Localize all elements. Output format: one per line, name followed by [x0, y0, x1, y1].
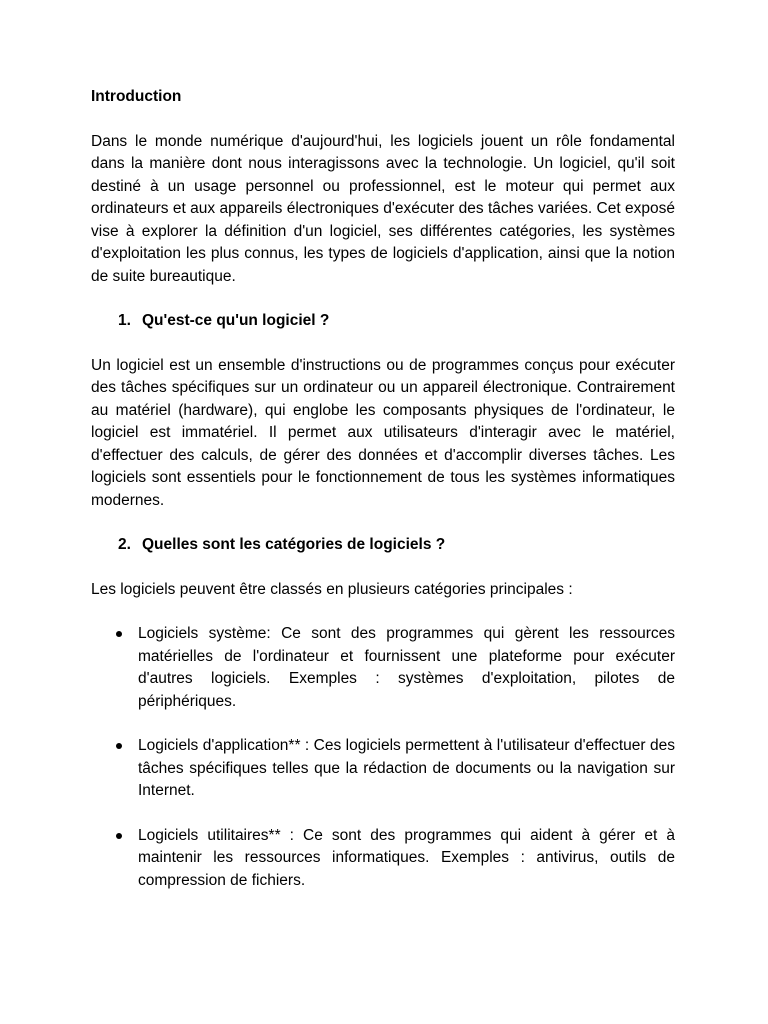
- bullet-icon: [91, 825, 138, 893]
- document-body: [91, 86, 675, 892]
- list-item-text: Logiciels d'application** : Ces logiciels permettent à l'utilisateur d'effectuer des tâches spécifiques telles que la rédaction de documents ou la navigation sur Internet.: [138, 737, 675, 799]
- list-item-text: Logiciels utilitaires** : Ce sont des programmes qui aident à gérer et à maintenir les ressources informatiques. Exemples : antivirus, outils de compression de fichiers.: [138, 826, 675, 889]
- list-item-text: Logiciels système: Ce sont des programmes qui gèrent les ressources matérielles de l'ordinateur et fournissent une plateforme pour exécuter d'autres logiciels. Exemples : systèmes d'exploitation, pilotes de périphériques.: [138, 625, 675, 710]
- section-2-number: 2.: [118, 536, 131, 553]
- section-1-paragraph: Un logiciel est un ensemble d'instructions ou de programmes conçus pour exécuter des tâches spécifiques sur un ordinateur ou un appareil électronique. Contrairement au matériel (hardware), qui englobe les composants physiques de l'ordinateur, le logiciel est immatériel. Il permet aux utilisateurs d'interagir avec le matériel, d'effectuer des calculs, de gérer des données et d'accomplir diverses tâches. Les logiciels sont essentiels pour le fonctionnement de tous les systèmes informatiques modernes.: [91, 356, 675, 509]
- section-2-title: Quelles sont les catégories de logiciels ?: [142, 536, 446, 553]
- section-2-heading: [91, 534, 675, 557]
- bullet-icon: [91, 735, 138, 803]
- section-1-title: Qu'est-ce qu'un logiciel ?: [142, 312, 330, 329]
- list-item: [91, 735, 675, 803]
- intro-paragraph: Dans le monde numérique d'aujourd'hui, les logiciels jouent un rôle fondamental dans la manière dont nous interagissons avec la technologie. Un logiciel, qu'il soit destiné à un usage personnel ou professionnel, est le moteur qui permet aux ordinateurs et aux appareils électroniques d'exécuter des tâches variées. Cet exposé vise à explorer la définition d'un logiciel, ses différentes catégories, les systèmes d'exploitation les plus connus, les types de logiciels d'application, ainsi que la notion de suite bureautique.: [91, 132, 675, 285]
- list-item: [91, 825, 675, 893]
- section-2-paragraph: Les logiciels peuvent être classés en plusieurs catégories principales :: [91, 580, 573, 598]
- bullet-icon: [91, 623, 138, 713]
- section-1-number: 1.: [118, 312, 131, 329]
- section-1-heading: [91, 310, 675, 333]
- intro-heading: Introduction: [91, 88, 182, 105]
- list-item: [91, 623, 675, 713]
- categories-list: [91, 623, 675, 892]
